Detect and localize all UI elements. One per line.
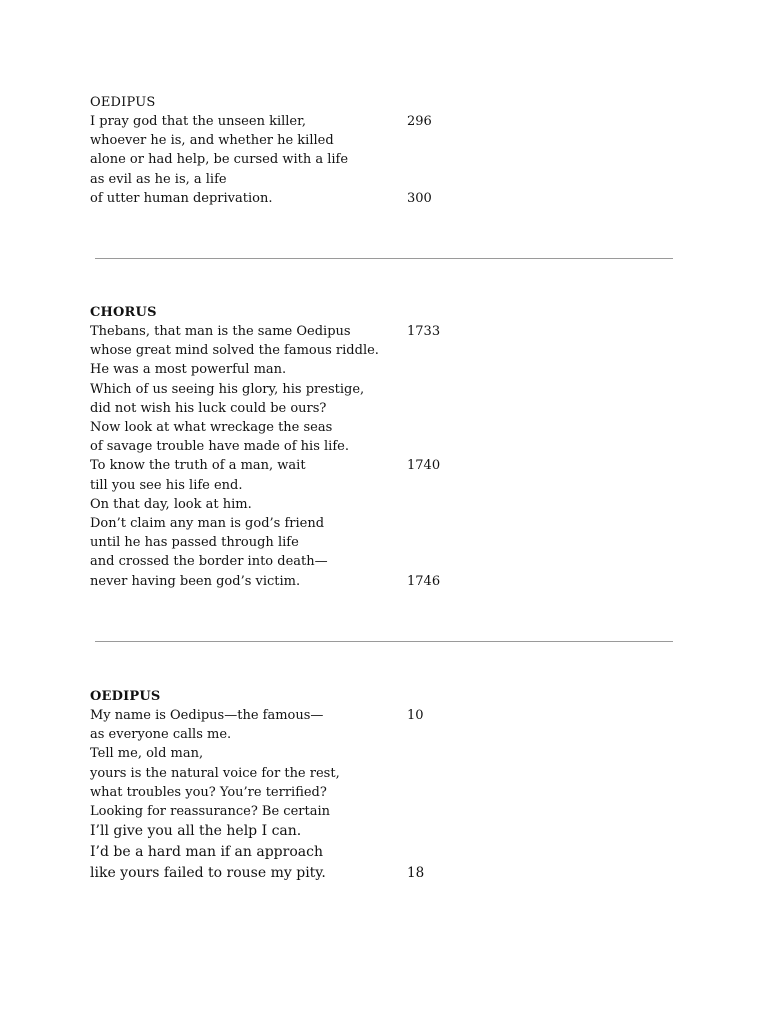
line-text: whoever he is, and whether he killed bbox=[90, 133, 334, 149]
speaker-name: CHORUS bbox=[90, 305, 157, 320]
line-number: 296 bbox=[407, 114, 432, 129]
verse-line bbox=[90, 437, 690, 456]
line-text: did not wish his luck could be ours? bbox=[90, 400, 327, 416]
line-number: 1733 bbox=[407, 324, 441, 339]
verse-line bbox=[90, 380, 690, 399]
line-text: Don’t claim any man is god’s friend bbox=[90, 516, 325, 532]
section-divider bbox=[95, 258, 673, 259]
line-number: 18 bbox=[407, 865, 425, 882]
line-number: 300 bbox=[407, 190, 432, 206]
verse-line bbox=[90, 341, 690, 360]
section-divider bbox=[95, 641, 673, 642]
line-text: Which of us seeing his glory, his prestige, bbox=[90, 381, 365, 397]
passage-3 bbox=[90, 687, 690, 884]
verse-line bbox=[90, 533, 690, 552]
line-text: never having been god’s victim. bbox=[90, 573, 301, 589]
verse-line bbox=[90, 476, 690, 495]
line-text: Now look at what wreckage the seas bbox=[90, 420, 333, 436]
verse-line bbox=[90, 360, 690, 379]
line-text: as evil as he is, a life bbox=[90, 171, 227, 187]
verse-line bbox=[90, 725, 690, 744]
verse-line bbox=[90, 744, 690, 763]
line-text: as everyone calls me. bbox=[90, 727, 232, 743]
verse-line bbox=[90, 170, 690, 189]
line-number: 1746 bbox=[407, 573, 441, 589]
line-text: I’d be a hard man if an approach bbox=[90, 844, 323, 861]
passage-1 bbox=[90, 93, 690, 208]
line-text: I pray god that the unseen killer, bbox=[90, 114, 307, 129]
verse-line bbox=[90, 783, 690, 802]
line-text: what troubles you? You’re terrified? bbox=[90, 784, 327, 800]
verse-line bbox=[90, 112, 690, 131]
line-text: like yours failed to rouse my pity. bbox=[90, 865, 326, 882]
verse-line bbox=[90, 150, 690, 169]
verse-line bbox=[90, 131, 690, 150]
verse-line bbox=[90, 572, 690, 591]
verse-line bbox=[90, 821, 690, 842]
verse-line bbox=[90, 842, 690, 863]
line-text: of savage trouble have made of his life. bbox=[90, 439, 349, 455]
line-text: My name is Oedipus—the famous— bbox=[90, 708, 324, 723]
verse-line bbox=[90, 495, 690, 514]
verse-line bbox=[90, 863, 690, 884]
line-number: 10 bbox=[407, 708, 424, 723]
line-text: Thebans, that man is the same Oedipus bbox=[90, 324, 351, 339]
verse-line bbox=[90, 322, 690, 341]
line-text: till you see his life end. bbox=[90, 477, 243, 493]
verse-line bbox=[90, 418, 690, 437]
verse-line bbox=[90, 706, 690, 725]
line-text: To know the truth of a man, wait bbox=[90, 458, 306, 474]
speaker-name: OEDIPUS bbox=[90, 689, 161, 704]
speaker-name: OEDIPUS bbox=[90, 95, 156, 110]
line-text: On that day, look at him. bbox=[90, 496, 252, 512]
verse-line bbox=[90, 189, 690, 208]
line-text: alone or had help, be cursed with a life bbox=[90, 152, 349, 168]
verse-line bbox=[90, 456, 690, 475]
line-text: He was a most powerful man. bbox=[90, 362, 287, 378]
line-text: and crossed the border into death— bbox=[90, 554, 328, 570]
line-text: until he has passed through life bbox=[90, 535, 299, 551]
verse-line bbox=[90, 552, 690, 571]
line-text: I’ll give you all the help I can. bbox=[90, 823, 302, 840]
passage-2 bbox=[90, 303, 690, 591]
verse-line bbox=[90, 514, 690, 533]
line-text: whose great mind solved the famous riddle. bbox=[90, 343, 379, 359]
line-text: yours is the natural voice for the rest, bbox=[90, 765, 340, 781]
line-text: Tell me, old man, bbox=[90, 746, 204, 762]
line-text: Looking for reassurance? Be certain bbox=[90, 804, 330, 820]
verse-line bbox=[90, 399, 690, 418]
verse-line bbox=[90, 802, 690, 821]
line-number: 1740 bbox=[407, 458, 441, 474]
line-text: of utter human deprivation. bbox=[90, 190, 273, 206]
verse-line bbox=[90, 764, 690, 783]
